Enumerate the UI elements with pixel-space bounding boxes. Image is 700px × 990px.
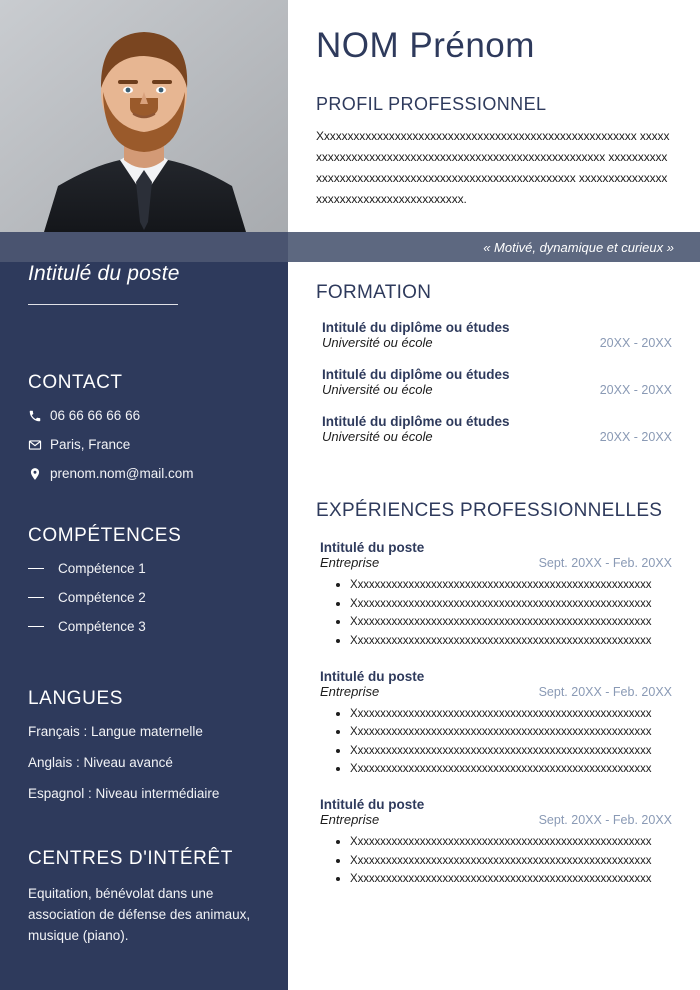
experience-entry-company: Entreprise: [320, 683, 380, 699]
skills-heading: COMPÉTENCES: [28, 525, 182, 546]
experience-heading: EXPÉRIENCES PROFESSIONNELLES: [316, 500, 663, 521]
experience-entry: [316, 797, 672, 889]
formation-entry-date: 20XX - 20XX: [599, 336, 672, 350]
experience-bullet-list: [316, 705, 672, 780]
bullet-item: Xxxxxxxxxxxxxxxxxxxxxxxxxxxxxxxxxxxxxxxxxxxxxxxxxxxxx: [350, 632, 672, 651]
language-item: Français : Langue maternelle: [28, 724, 203, 739]
sidebar: [0, 0, 288, 990]
experience-entry: [316, 540, 672, 651]
formation-entry: [316, 414, 672, 444]
skill-item: [28, 590, 260, 605]
formation-entry-title: Intitulé du diplôme ou études: [322, 320, 510, 335]
profile-text: Xxxxxxxxxxxxxxxxxxxxxxxxxxxxxxxxxxxxxxxxxxxxxxxxxxxxxx xxxxxxxxxxxxxxxxxxxxxxxxxxxxxxxxxxxxxxxxxxxxxxxxxxxxxx xxxxxxxxxxxxxxxxxxxxxxxxxxxxxxxxxxxxxxxxxxxxxxxxxxxxxx xxxxxxxxxxxxxxxxxxxxxxxxxxxxxxxxxxxxxxxx.: [316, 129, 670, 206]
formation-heading: FORMATION: [316, 282, 432, 303]
bullet-item: Xxxxxxxxxxxxxxxxxxxxxxxxxxxxxxxxxxxxxxxxxxxxxxxxxxxxx: [350, 613, 672, 632]
formation-entry-date: 20XX - 20XX: [599, 383, 672, 397]
contact-section: [0, 372, 288, 495]
skill-label: Compétence 2: [58, 590, 146, 605]
skill-label: Compétence 3: [58, 619, 146, 634]
language-item: Espagnol : Niveau intermédiaire: [28, 786, 220, 801]
bullet-item: Xxxxxxxxxxxxxxxxxxxxxxxxxxxxxxxxxxxxxxxxxxxxxxxxxxxxx: [350, 595, 672, 614]
formation-entry: [316, 367, 672, 397]
bullet-item: Xxxxxxxxxxxxxxxxxxxxxxxxxxxxxxxxxxxxxxxxxxxxxxxxxxxxx: [350, 576, 672, 595]
experience-entry-date: Sept. 20XX - Feb. 20XX: [538, 556, 672, 570]
dash-icon: [28, 626, 44, 628]
skill-item: [28, 561, 260, 576]
formation-entry-school: Université ou école: [322, 335, 433, 350]
languages-section: [0, 688, 288, 817]
experience-section: [316, 500, 672, 889]
formation-entry-school: Université ou école: [322, 429, 433, 444]
location-pin-icon: [28, 467, 50, 481]
bullet-item: Xxxxxxxxxxxxxxxxxxxxxxxxxxxxxxxxxxxxxxxxxxxxxxxxxxxxx: [350, 870, 672, 889]
profile-heading: PROFIL PROFESSIONNEL: [316, 94, 547, 114]
bullet-item: Xxxxxxxxxxxxxxxxxxxxxxxxxxxxxxxxxxxxxxxxxxxxxxxxxxxxx: [350, 705, 672, 724]
envelope-icon: [28, 438, 50, 452]
skills-section: [0, 525, 288, 648]
contact-email-value: prenom.nom@mail.com: [50, 466, 194, 481]
page-title: NOM Prénom: [316, 26, 535, 65]
contact-location-value: Paris, France: [50, 437, 131, 452]
bullet-item: Xxxxxxxxxxxxxxxxxxxxxxxxxxxxxxxxxxxxxxxxxxxxxxxxxxxxx: [350, 760, 672, 779]
job-title: Intitulé du poste: [28, 262, 180, 285]
divider: [28, 304, 178, 305]
experience-entry-company: Entreprise: [320, 812, 380, 827]
formation-section: [316, 282, 672, 461]
interests-heading: CENTRES D'INTÉRÊT: [28, 848, 233, 869]
experience-entry-title: Intitulé du poste: [320, 668, 425, 684]
skill-item: [28, 619, 260, 634]
dash-icon: [28, 597, 44, 599]
formation-entry-school: Université ou école: [322, 382, 433, 397]
contact-item-phone[interactable]: [28, 408, 260, 423]
experience-entry-date: Sept. 20XX - Feb. 20XX: [538, 684, 672, 699]
skill-label: Compétence 1: [58, 561, 146, 576]
dash-icon: [28, 568, 44, 570]
interests-section: [0, 848, 288, 947]
experience-bullet-list: [316, 576, 672, 651]
formation-entry-title: Intitulé du diplôme ou études: [322, 367, 510, 382]
quote-banner: [288, 232, 700, 262]
contact-phone-value: 06 66 66 66 66: [50, 408, 141, 423]
formation-entry-date: 20XX - 20XX: [599, 430, 672, 444]
bullet-item: Xxxxxxxxxxxxxxxxxxxxxxxxxxxxxxxxxxxxxxxxxxxxxxxxxxxxx: [350, 833, 672, 852]
experience-entry: [316, 669, 672, 780]
languages-heading: LANGUES: [28, 688, 124, 709]
bullet-item: Xxxxxxxxxxxxxxxxxxxxxxxxxxxxxxxxxxxxxxxxxxxxxxxxxxxxx: [350, 742, 672, 761]
contact-item-location[interactable]: [28, 437, 260, 452]
bullet-item: Xxxxxxxxxxxxxxxxxxxxxxxxxxxxxxxxxxxxxxxxxxxxxxxxxxxxx: [350, 852, 672, 871]
contact-item-email[interactable]: [28, 466, 260, 481]
bullet-item: Xxxxxxxxxxxxxxxxxxxxxxxxxxxxxxxxxxxxxxxxxxxxxxxxxxxxx: [350, 723, 672, 742]
experience-entry-company: Entreprise: [320, 555, 380, 570]
formation-entry: [316, 320, 672, 350]
experience-bullet-list: [316, 833, 672, 889]
job-title-block: [0, 262, 288, 305]
photo-bottom-band: [0, 232, 288, 262]
experience-entry-date: Sept. 20XX - Feb. 20XX: [538, 813, 672, 827]
quote-text: « Motivé, dynamique et curieux »: [483, 239, 674, 255]
phone-icon: [28, 409, 50, 423]
formation-entry-title: Intitulé du diplôme ou études: [322, 414, 510, 429]
experience-entry-title: Intitulé du poste: [320, 797, 425, 812]
interests-text: Equitation, bénévolat dans une association de défense des animaux, musique (piano).: [28, 886, 251, 943]
contact-heading: CONTACT: [28, 372, 123, 393]
profile-photo: [0, 0, 288, 232]
language-item: Anglais : Niveau avancé: [28, 755, 173, 770]
experience-entry-title: Intitulé du poste: [320, 540, 425, 555]
